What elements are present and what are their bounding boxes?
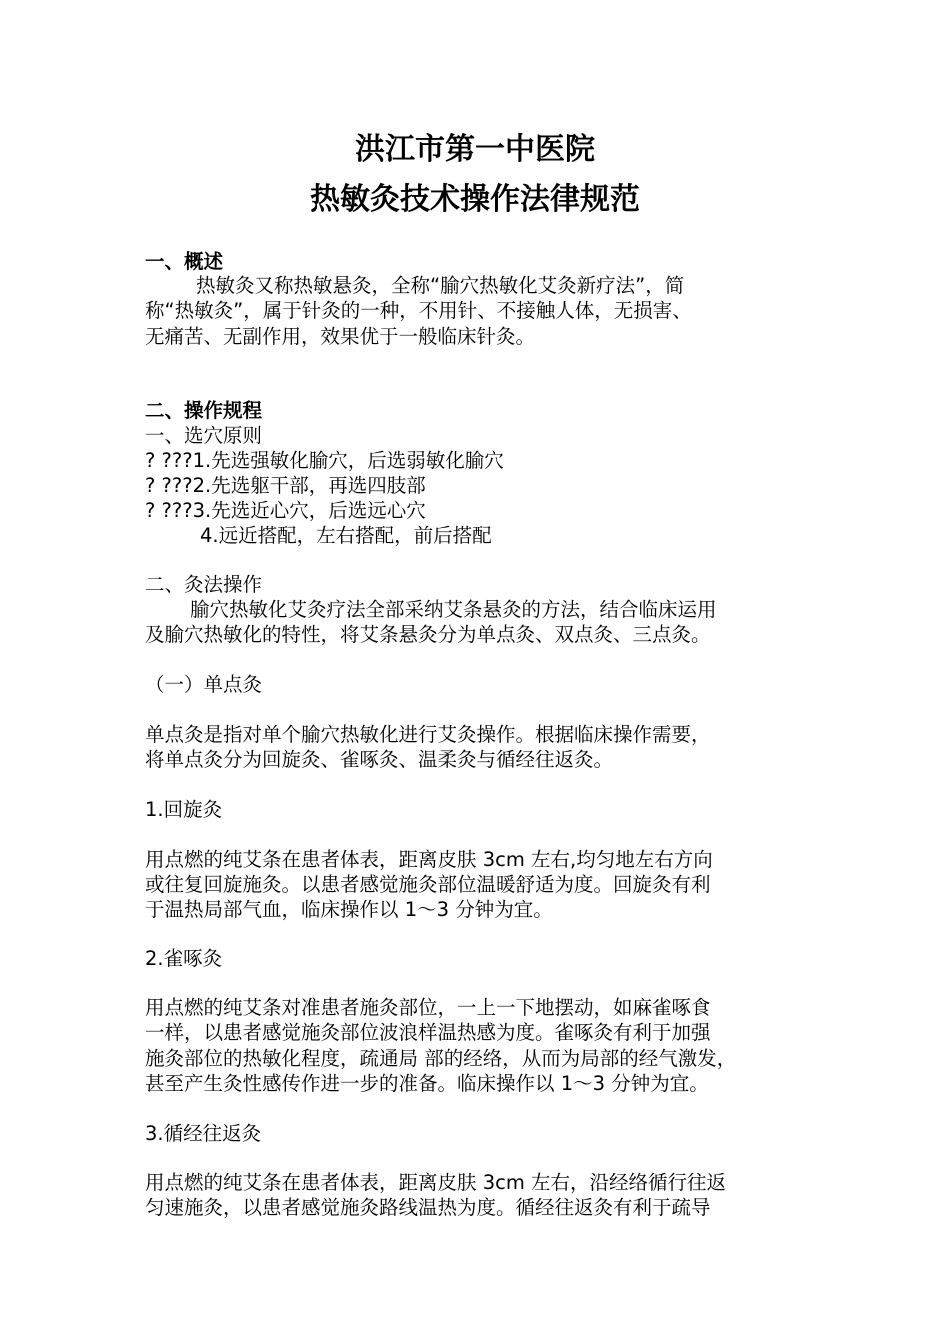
- paragraph-line: 于温热局部气血，临床操作以 1～3 分钟为宜。: [145, 898, 553, 921]
- principle-item: ? ???1.先选强敏化腧穴，后选弱敏化腧穴: [145, 449, 504, 472]
- document-title-hospital: 洪江市第一中医院: [355, 132, 595, 167]
- section-heading-overview: 一、概述: [145, 250, 224, 273]
- document-title-standard: 热敏灸技术操作法律规范: [310, 182, 640, 217]
- paragraph-line: 将单点灸分为回旋灸、雀啄灸、温柔灸与循经往返灸。: [145, 748, 614, 771]
- method-heading-sparrow-pecking: 2.雀啄灸: [145, 947, 223, 970]
- subsection-heading-point-selection: 一、选穴原则: [145, 424, 263, 447]
- paragraph-line: 称“热敏灸”，属于针灸的一种，不用针、不接触人体，无损害、: [145, 299, 692, 322]
- paragraph-line: 用点燃的纯艾条在患者体表，距离皮肤 3cm 左右,均匀地左右方向: [145, 848, 713, 871]
- principle-item: 4.远近搭配，左右搭配，前后搭配: [200, 524, 492, 547]
- paragraph-line: 用点燃的纯艾条对准患者施灸部位，一上一下地摆动，如麻雀啄食: [145, 996, 711, 1019]
- paragraph-line: 匀速施灸，以患者感觉施灸路线温热为度。循经往返灸有利于疏导: [145, 1196, 711, 1219]
- paragraph-line: 及腧穴热敏化的特性，将艾条悬灸分为单点灸、双点灸、三点灸。: [145, 623, 711, 646]
- principle-item: ? ???2.先选躯干部，再选四肢部: [145, 474, 426, 497]
- paragraph-line: 一样，以患者感觉施灸部位波浪样温热感为度。雀啄灸有利于加强: [145, 1021, 711, 1044]
- paragraph-line: 或往复回旋施灸。以患者感觉施灸部位温暖舒适为度。回旋灸有利: [145, 873, 711, 896]
- subsection-heading-single-point: （一）单点灸: [145, 673, 263, 696]
- paragraph-line: 热敏灸又称热敏悬灸，全称“腧穴热敏化艾灸新疗法”，简: [196, 274, 685, 297]
- paragraph-line: 腧穴热敏化艾灸疗法全部采纳艾条悬灸的方法，结合临床运用: [190, 598, 717, 621]
- principle-item: ? ???3.先选近心穴，后选远心穴: [145, 499, 426, 522]
- paragraph-line: 甚至产生灸性感传作进一步的准备。临床操作以 1～3 分钟为宜。: [145, 1072, 709, 1095]
- paragraph-line: 无痛苦、无副作用，效果优于一般临床针灸。: [145, 325, 536, 348]
- section-heading-procedure: 二、操作规程: [145, 399, 263, 422]
- method-heading-meridian-reciprocating: 3.循经往返灸: [145, 1122, 262, 1145]
- method-heading-rotating: 1.回旋灸: [145, 798, 223, 821]
- paragraph-line: 单点灸是指对单个腧穴热敏化进行艾灸操作。根据临床操作需要，: [145, 723, 711, 746]
- subsection-heading-moxibustion: 二、灸法操作: [145, 573, 263, 596]
- paragraph-line: 施灸部位的热敏化程度，疏通局 部的经络，从而为局部的经气激发，: [145, 1047, 737, 1070]
- paragraph-line: 用点燃的纯艾条在患者体表，距离皮肤 3cm 左右，沿经络循行往返: [145, 1171, 727, 1194]
